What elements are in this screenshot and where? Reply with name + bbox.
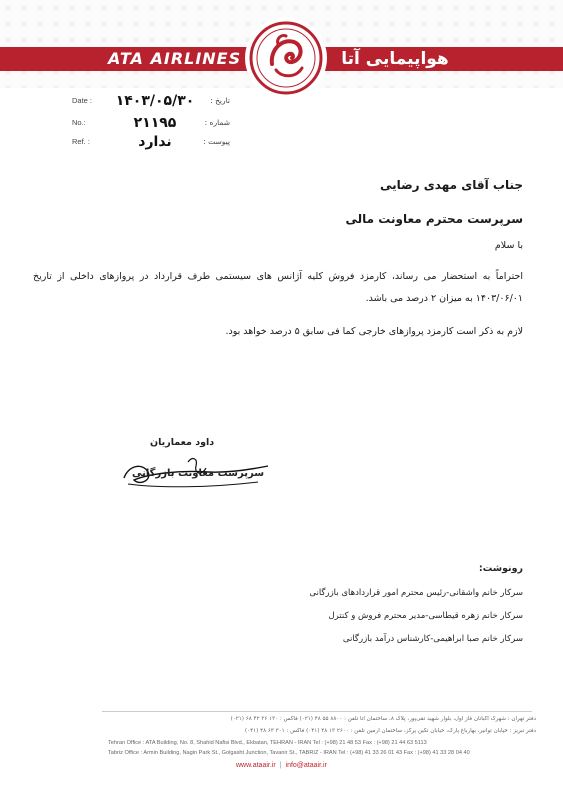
number-label-en: No.: xyxy=(72,118,86,127)
date-value: ۱۴۰۳/۰۵/۳۰ xyxy=(115,93,195,109)
date-row xyxy=(0,93,300,109)
number-label-fa: شماره : xyxy=(204,118,230,127)
cc-item: سرکار خانم زهره قیطاسی-مدیر محترم فروش و کنترل xyxy=(328,611,523,621)
cc-item: سرکار خانم صبا ابراهیمی-کارشناس درآمد بازرگانی xyxy=(342,634,523,644)
email-link[interactable]: info@ataair.ir xyxy=(285,762,327,769)
date-label-en: Date : xyxy=(72,96,93,105)
ref-label-fa: پیوست : xyxy=(203,137,230,146)
signer-title: سرپرست معاونت بازرگانی xyxy=(132,468,265,479)
website-link[interactable]: www.ataair.ir xyxy=(236,762,276,769)
cc-heading: رونوشت: xyxy=(478,563,523,574)
date-label-fa: تاریخ : xyxy=(210,96,230,105)
signer-name: داود معماریان xyxy=(150,437,215,448)
ref-row xyxy=(0,134,300,150)
footer-contact: www.ataair.ir | info@ataair.ir xyxy=(236,762,327,769)
recipient-name: جناب آقای مهدی رضایی xyxy=(379,178,523,192)
footer-divider xyxy=(102,711,532,712)
ref-value: ندارد xyxy=(138,134,172,150)
ata-logo-icon xyxy=(248,20,324,96)
cc-item: سرکار خانم واشقانی-رئیس محترم امور قراردادهای بازرگانی xyxy=(309,588,523,598)
body-paragraph-1: احتراماً به استحضار می رساند، کارمزد فروش کلیه آژانس های سیستمی طرف قرارداد در پروازهای داخلی از تاریخ ۱۴۰۳/۰۶/۰۱ به میزان ۲ درصد می باشد. xyxy=(33,271,523,304)
body-paragraph-2: لازم به ذکر است کارمزد پروازهای خارجی کما فی سابق ۵ درصد خواهد بود. xyxy=(225,326,523,337)
salutation: با سلام xyxy=(494,240,523,251)
footer-tabriz-fa: دفتر تبریز : خیابان توانیر، بهارباغ پارک، خیابان تکین پرکز، ساختمان آرمین تلفن : ۲۶۰۰ ۱۳ ۴۸ (۰۴۱) فاکس : ۳۰۱ ۶۳ ۴۸ (۰۴۱) xyxy=(244,728,536,734)
footer-tehran-en: Tehran Office : ATA Building, No. 8, Shahid Nafisi Blvd., Ekbatan, TEHRAN - IRAN Tel : (+98) 21 48 53 Fax : (+98) 21 44 63 5113 xyxy=(108,740,427,746)
number-value: ۲۱۱۹۵ xyxy=(133,115,177,131)
ref-label-en: Ref. : xyxy=(72,137,90,146)
footer-tehran-fa: دفتر تهران : شهرک اکباتان فاز اول، بلوار شهید تقی‌پور، پلاک ۸، ساختمان آتا تلفن : ۸۸۰۰ ۵۵ ۴۸ (۰۲۱) فاکس : ۱۳۰ ۳۶ ۴۲ ۶۸ (۰۲۱) xyxy=(230,716,536,722)
recipient-title: سرپرست محترم معاونت مالی xyxy=(345,212,523,226)
number-row xyxy=(0,115,300,131)
footer-tabriz-en: Tabriz Office : Armin Building, Nagin Park St., Golgasht Junction, Tavanir St., TABRIZ - IRAN Tel : (+98) 41 33 26 01 43 Fax : (+98) 41 33 28 04 40 xyxy=(108,750,470,756)
brand-name-english: ATA AIRLINES xyxy=(108,49,242,68)
brand-name-persian: هواپیمایی آتا xyxy=(341,49,449,69)
